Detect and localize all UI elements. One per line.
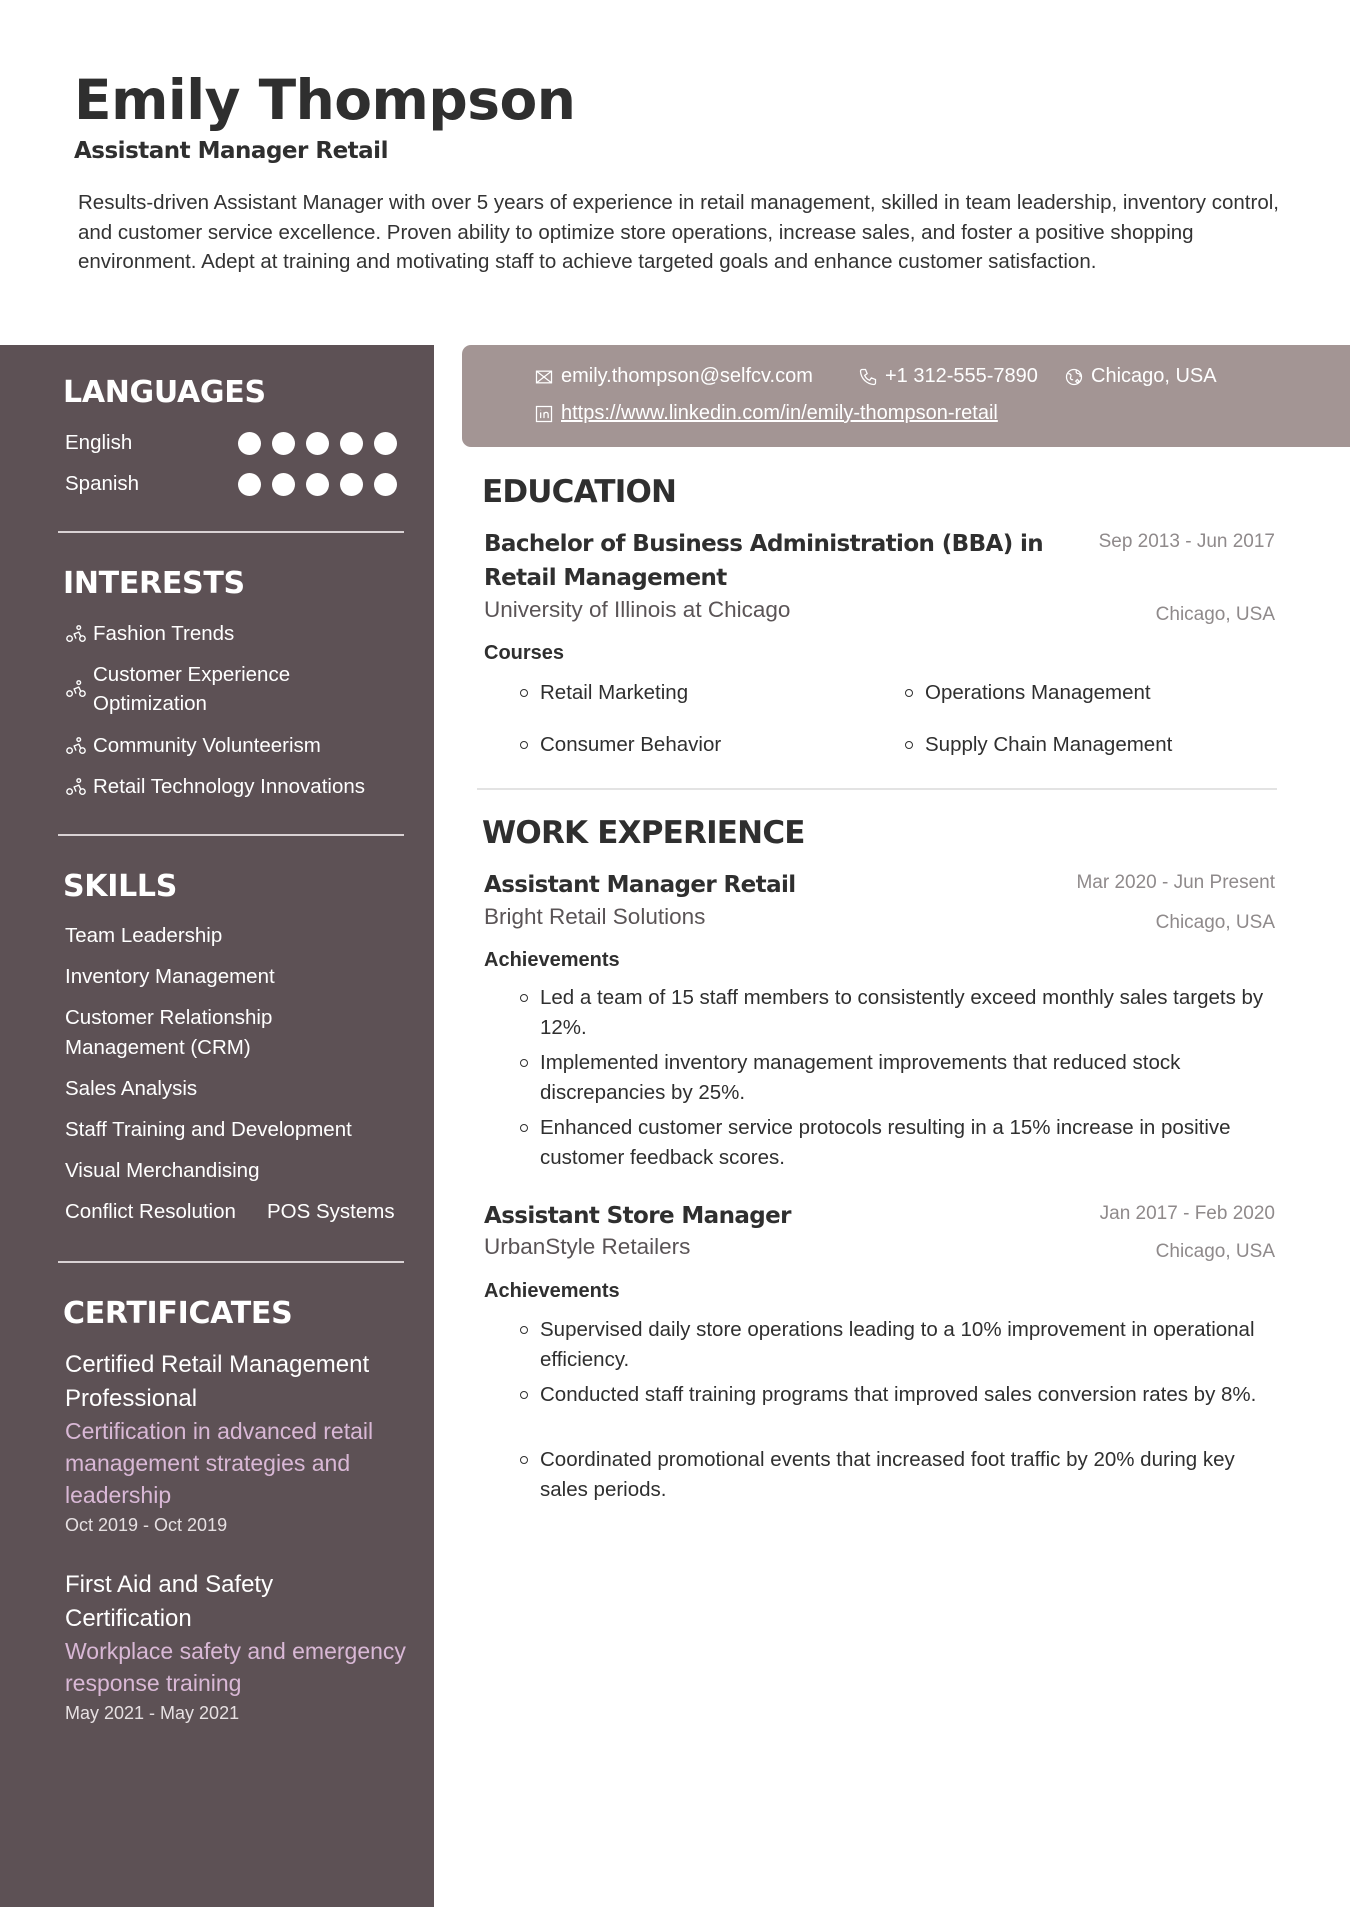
bicycle-icon [65,735,87,757]
achievements-label: Achievements [484,1280,620,1302]
linkedin-icon [534,404,554,424]
bicycle-icon [65,678,87,700]
skills-heading: SKILLS [63,869,178,904]
course-text: Retail Marketing [540,681,689,704]
globe-icon [1064,367,1084,387]
level-dot [238,432,261,455]
certificate-description: Certification in advanced retail management strategies and leadership [65,1418,374,1508]
level-dot [374,473,397,496]
interest-item [65,772,365,801]
contact-bar [462,345,1350,447]
contact-linkedin[interactable] [534,402,998,425]
phone-icon [858,367,878,387]
candidate-title: Assistant Manager Retail [74,138,388,164]
job-location: Chicago, USA [1155,1241,1275,1262]
bullet-icon [520,1059,528,1067]
skill-item: Staff Training and Development [65,1118,352,1141]
course-text: Supply Chain Management [925,733,1173,756]
contact-email[interactable] [534,365,813,388]
interest-label [93,660,290,718]
job-role: Assistant Store Manager [484,1203,791,1229]
bullet-icon [905,741,913,749]
level-dot [306,432,329,455]
work-heading: WORK EXPERIENCE [482,815,805,851]
interest-item [65,731,321,760]
skill-item: Team Leadership [65,924,223,947]
interest-label: Fashion Trends [93,622,235,645]
achievement-text: Implemented inventory management improvements that reduced stock discrepancies by 25%. [540,1051,1181,1104]
level-dot [306,473,329,496]
language-name: English [65,431,133,454]
certificate-dates: Oct 2019 - Oct 2019 [65,1515,228,1535]
achievement-text: Supervised daily store operations leading to a 10% improvement in operational efficiency. [540,1318,1255,1371]
location-text: Chicago, USA [1091,365,1217,387]
job-company: UrbanStyle Retailers [484,1234,691,1259]
certificate-title: Certified Retail Management Professional [65,1351,370,1412]
job-role: Assistant Manager Retail [484,872,796,898]
skill-item: Conflict Resolution [65,1200,236,1223]
school-name: University of Illinois at Chicago [484,597,791,622]
courses-label: Courses [484,642,565,664]
course-item [905,730,1172,760]
envelope-icon [534,367,554,387]
candidate-name: Emily Thompson [74,68,576,132]
section-divider [477,788,1277,790]
bullet-icon [520,741,528,749]
education-heading: EDUCATION [482,474,677,510]
level-dot [272,473,295,496]
certificate-description: Workplace safety and emergency response training [65,1638,406,1696]
interest-item [65,619,234,648]
bicycle-icon [65,776,87,798]
bullet-icon [520,1456,528,1464]
bullet-icon [520,1326,528,1334]
level-dot [238,473,261,496]
achievements-label: Achievements [484,949,620,971]
achievement-item [520,1380,1280,1410]
interest-label: Community Volunteerism [93,734,321,757]
interest-label-line: Optimization [93,692,207,715]
job-company: Bright Retail Solutions [484,904,706,929]
skill-item: Inventory Management [65,965,275,988]
bullet-icon [520,689,528,697]
achievement-text: Conducted staff training programs that improved sales conversion rates by 8%. [540,1383,1257,1406]
level-dot [340,473,363,496]
section-divider [58,531,404,533]
bullet-icon [520,1124,528,1132]
interest-label: Retail Technology Innovations [93,775,365,798]
skill-item: Customer Relationship [65,1006,273,1029]
achievement-text: Led a team of 15 staff members to consistently exceed monthly sales targets by 12%. [540,986,1264,1039]
languages-heading: LANGUAGES [63,375,266,410]
achievement-item [520,1113,1280,1172]
skill-item-continued: Management (CRM) [65,1036,251,1059]
contact-location [1064,365,1217,388]
profile-summary: Results-driven Assistant Manager with over 5 years of experience in retail management, skilled in team leadership, inventory control, and customer service excellence. Proven ability to optimize store operations, increase sales, and foster a positive shopping environment. Adept at training and motivating staff to achieve targeted goals and enhance customer satisfaction. [78,191,1279,273]
achievement-text: Enhanced customer service protocols resulting in a 15% increase in positive customer feedback scores. [540,1116,1231,1169]
skill-item: Sales Analysis [65,1077,198,1100]
degree-title: Bachelor of Business Administration (BBA) in Retail Management [484,531,1044,591]
job-dates: Jan 2017 - Feb 2020 [1099,1203,1275,1224]
job-dates: Mar 2020 - Jun Present [1076,872,1275,893]
section-divider [58,1261,404,1263]
achievement-item [520,983,1280,1042]
course-item [520,730,721,760]
education-location: Chicago, USA [1155,604,1275,625]
level-dot [340,432,363,455]
phone-text: +1 312-555-7890 [885,365,1038,387]
course-item [905,678,1151,708]
interests-heading: INTERESTS [63,566,245,601]
bullet-icon [520,1391,528,1399]
course-text: Operations Management [925,681,1151,704]
skill-item: Visual Merchandising [65,1159,260,1182]
bullet-icon [520,994,528,1002]
certificate-title: First Aid and Safety Certification [65,1571,274,1632]
achievement-item [520,1445,1280,1504]
section-divider [58,834,404,836]
education-dates: Sep 2013 - Jun 2017 [1098,531,1275,552]
skill-item: POS Systems [267,1200,395,1223]
achievement-item [520,1048,1280,1107]
level-dot [374,432,397,455]
bicycle-icon [65,623,87,645]
language-level-english [238,432,397,455]
job-location: Chicago, USA [1155,912,1275,933]
course-text: Consumer Behavior [540,733,722,756]
language-name: Spanish [65,472,140,495]
achievement-text: Coordinated promotional events that increased foot traffic by 20% during key sales periods. [540,1448,1235,1501]
bullet-icon [905,689,913,697]
certificate-dates: May 2021 - May 2021 [65,1703,240,1723]
interest-item [65,660,290,718]
language-level-spanish [238,473,397,496]
contact-phone[interactable] [858,365,1038,388]
level-dot [272,432,295,455]
course-item [520,678,688,708]
certificates-heading: CERTIFICATES [63,1296,293,1331]
email-text: emily.thompson@selfcv.com [561,365,813,387]
interest-label-line: Customer Experience [93,663,291,686]
achievement-item [520,1315,1280,1374]
linkedin-link[interactable]: https://www.linkedin.com/in/emily-thompson-retail [561,402,998,424]
sidebar [0,345,434,1907]
